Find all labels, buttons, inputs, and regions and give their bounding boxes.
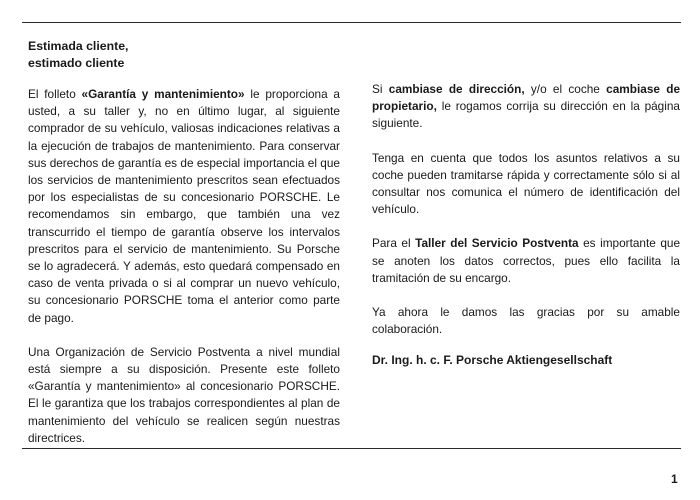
paragraph-booklet-intro: El folleto «Garantía y mantenimiento» le proporciona a usted, a su taller y, no en último lugar, al siguiente comprador de su vehículo, valiosas indicaciones relativas a la ejecución de trabajos de mantenimiento. Para conservar sus derechos de garantía es de especial importancia el que los servicios de mantenimiento prescritos sean efectuados por los especialistas de su concesionario PORSCHE. Le recomendamos sin embargo, que también una vez transcurrido el tiempo de garantía observe los intervalos prescritos para el servicio de mantenimiento. Su Porsche se lo agradecerá. Y además, esto quedará compensado en caso de venta privada o si al comprar un nuevo vehículo, su concesionario PORSCHE toma el anterior como parte de pago. [28,87,340,325]
right-column [372,81,680,370]
signature: Dr. Ing. h. c. F. Porsche Aktiengesellschaft [372,353,613,368]
greeting-line-1: Estimada cliente, [28,39,129,53]
booklet-title: «Garantía y mantenimiento» [81,87,245,101]
emphasis-workshop: Taller del Servicio Postventa [415,236,579,251]
paragraph-thanks: Ya ahora le damos las gracias por su amable colaboración. [372,305,680,337]
left-column [28,38,340,447]
greeting [28,38,340,72]
greeting-line-2: estimado cliente [28,56,125,70]
page-number: 1 [671,472,678,486]
paragraph-address-change: Si cambiase de dirección, y/o el coche cambiase de propietario, le rogamos corrija su dirección en la página siguiente. [372,82,680,131]
paragraph-workshop: Para el Taller del Servicio Postventa es importante que se anoten los datos correctos, pues ello facilita la tramitación de su encargo. [372,236,681,285]
emphasis-address-change: cambiase de dirección, [388,82,525,96]
emphasis-owner-change: cambiase de propietario, [372,82,680,114]
top-rule [22,22,681,23]
paragraph-vehicle-id: Tenga en cuenta que todos los asuntos relativos a su coche pueden tramitarse rápida y correctamente sólo si al consultar nos comunica el número de identificación del vehículo. [372,150,680,217]
bottom-rule [22,448,681,449]
paragraph-service-organization: Una Organización de Servicio Postventa a nivel mundial está siempre a su disposición. Presente este folleto «Garantía y mantenimiento» al concesionario PORSCHE. El le garantiza que los trabajos correspondientes al plan de mantenimiento del vehículo se realicen según nuestras directrices. [28,344,340,445]
